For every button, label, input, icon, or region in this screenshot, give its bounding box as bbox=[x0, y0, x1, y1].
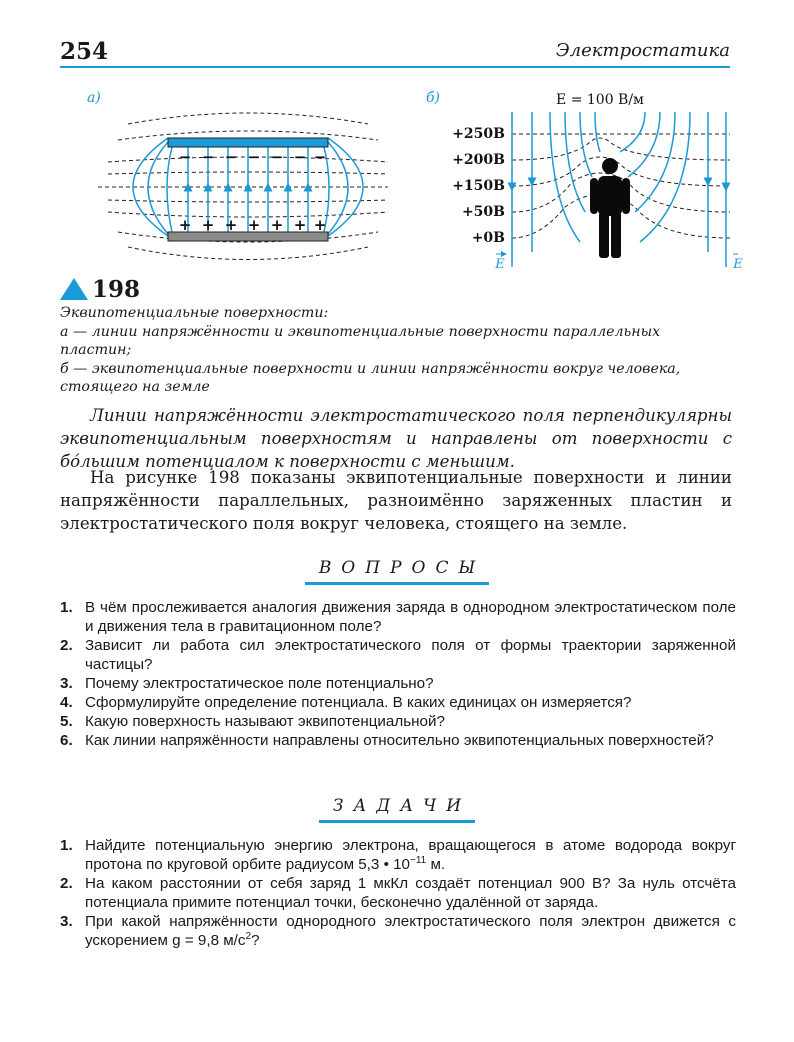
list-item: 2. На каком расстоянии от себя заряд 1 мкКл создаёт потенциал 900 В? За нуль отсчёта потенциала примите потенциал точки, бесконечно удалённой от заряда. bbox=[60, 875, 736, 911]
potential-label-200: +200В bbox=[452, 152, 505, 168]
figure-number-text: 198 bbox=[92, 276, 141, 303]
svg-text:+: + bbox=[293, 216, 307, 234]
list-item: 5. Какую поверхность называют эквипотенциальной? bbox=[60, 713, 445, 730]
figure-label-b: б) bbox=[426, 90, 441, 106]
svg-text:+: + bbox=[201, 216, 215, 234]
figure-label-a: а) bbox=[87, 90, 101, 106]
problems-heading-text: ЗАДАЧИ bbox=[319, 796, 475, 823]
svg-text:−: − bbox=[270, 148, 284, 166]
list-item: 2. Зависит ли работа сил электростатического поля от формы траектории заряженной частицы? bbox=[60, 637, 736, 673]
svg-text:+: + bbox=[178, 216, 192, 234]
list-item: 1. Найдите потенциальную энергию электрона, вращающегося в атоме водорода вокруг протона по круговой орбите радиусом 5,3 • $10^{-11}$ м. bbox=[60, 837, 736, 873]
list-item: 4. Сформулируйте определение потенциала. В каких единицах он измеряется? bbox=[60, 694, 632, 711]
body-paragraph: На рисунке 198 показаны эквипотенциальные поверхности и линии напряжённости параллельных, разноимённо заряженных пластин и электростатического поля вокруг человека, стоящего на земле. bbox=[60, 468, 732, 533]
potential-label-250: +250В bbox=[452, 126, 505, 142]
vector-e-left: E bbox=[495, 257, 505, 272]
section-title: Электростатика bbox=[555, 40, 730, 61]
svg-text:+: + bbox=[247, 216, 261, 234]
questions-heading bbox=[0, 558, 794, 585]
svg-text:−: − bbox=[201, 148, 215, 166]
list-item: 3. При какой напряжённости однородного электростатического поля электрон движется с ускорением g = 9,8 $м/с^2$? bbox=[60, 913, 736, 949]
svg-text:−: − bbox=[293, 148, 307, 166]
rule-paragraph: Линии напряжённости электростатического поля перпендикулярны эквипотенциальным поверхностям и направлены от поверхности с бо́льшим потенциалом к поверхности с меньшим. bbox=[60, 406, 732, 471]
questions-list bbox=[60, 598, 736, 750]
problems-list bbox=[60, 836, 736, 950]
svg-text:+: + bbox=[313, 216, 327, 234]
triangle-icon bbox=[60, 278, 88, 300]
caption-line: б — эквипотенциальные поверхности и линии напряжённости вокруг человека, стоящего на земле bbox=[60, 360, 681, 395]
page-number: 254 bbox=[60, 38, 109, 65]
questions-heading-text: ВОПРОСЫ bbox=[305, 558, 489, 585]
potential-label-50: +50В bbox=[461, 204, 505, 220]
parallel-plates-diagram bbox=[88, 82, 408, 272]
list-item: 6. Как линии напряжённости направлены относительно эквипотенциальных поверхностей? bbox=[60, 732, 714, 749]
svg-text:+: + bbox=[224, 216, 238, 234]
potential-label-150: +150В bbox=[452, 178, 505, 194]
problems-heading bbox=[0, 796, 794, 823]
person-field-diagram bbox=[440, 82, 743, 272]
svg-text:−: − bbox=[313, 148, 327, 166]
svg-text:−: − bbox=[224, 148, 238, 166]
vector-e-right: E bbox=[733, 257, 743, 272]
caption-line: а — линии напряжённости и эквипотенциальные поверхности параллельных пластин; bbox=[60, 323, 661, 358]
field-value-label: E = 100 В/м bbox=[556, 92, 644, 108]
svg-text:+: + bbox=[270, 216, 284, 234]
potential-label-0: +0В bbox=[471, 230, 505, 246]
page-header bbox=[60, 38, 730, 70]
caption-line: Эквипотенциальные поверхности: bbox=[60, 305, 329, 321]
list-item: 3. Почему электростатическое поле потенциально? bbox=[60, 675, 434, 692]
header-rule bbox=[60, 66, 730, 68]
svg-text:−: − bbox=[178, 148, 192, 166]
list-item: 1. В чём прослеживается аналогия движения заряда в однородном электростатическом поле и движения тела в гравитационном поле? bbox=[60, 599, 736, 635]
person-silhouette bbox=[590, 158, 630, 258]
svg-text:−: − bbox=[247, 148, 261, 166]
figure-caption bbox=[60, 304, 730, 397]
figure-198 bbox=[60, 82, 743, 272]
